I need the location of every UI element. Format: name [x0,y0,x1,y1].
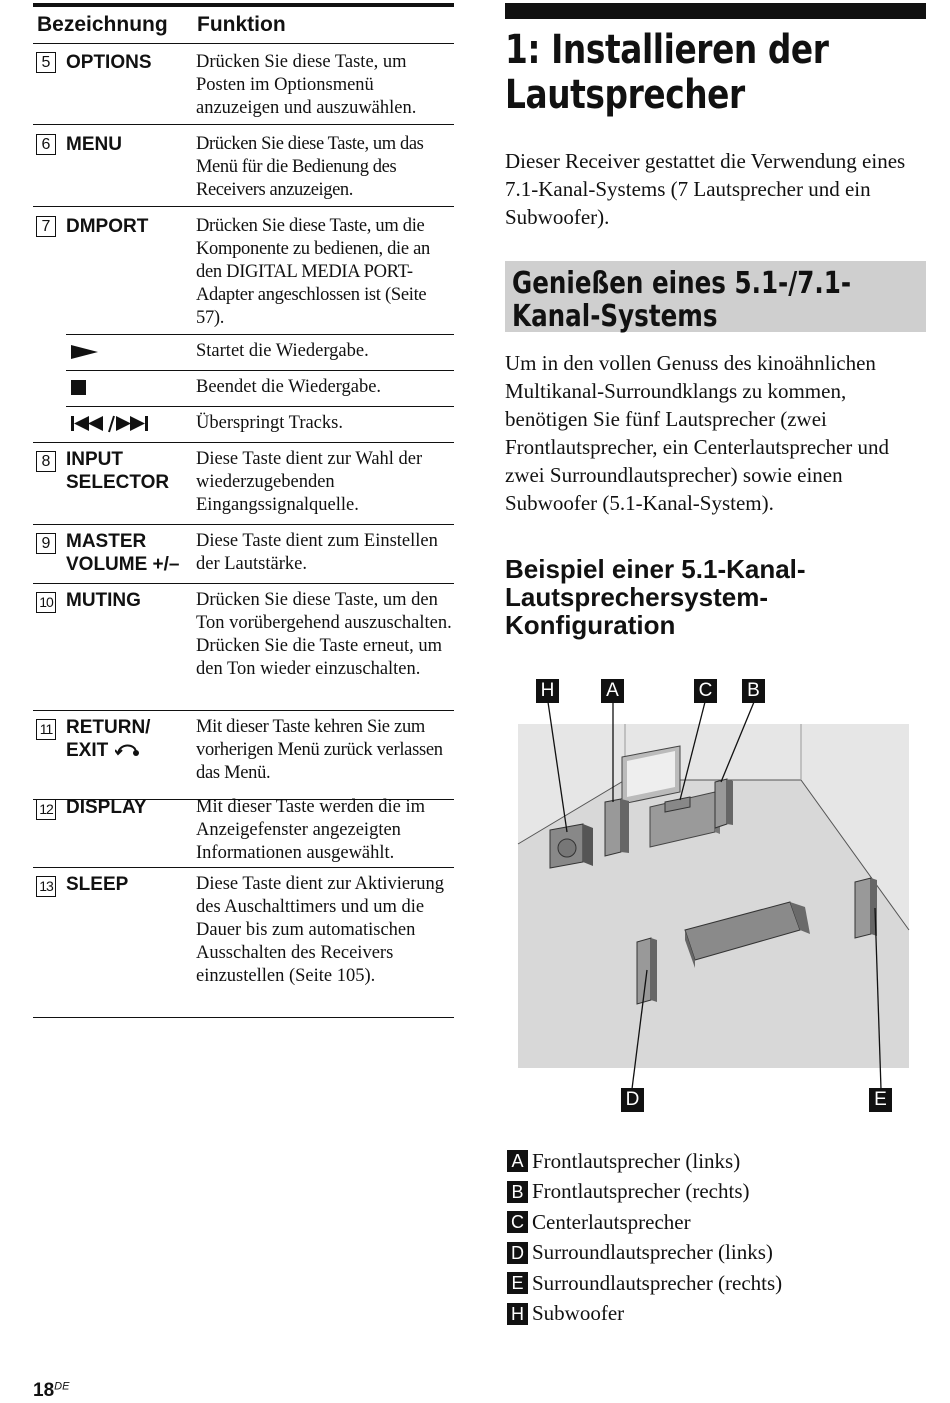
stop-icon [71,380,87,401]
legend-item [507,1299,782,1330]
legend-text: Centerlautsprecher [532,1209,691,1234]
legend-text: Surroundlautsprecher (rechts) [532,1270,783,1295]
example-heading: Beispiel einer 5.1-Kanal-Lautsprechersystem-Konfiguration [505,554,806,640]
section-title: 1: Installieren der Lautsprecher [505,27,829,118]
label-c: C [694,679,717,703]
button-label: OPTIONS [66,52,152,73]
page-number [33,1380,69,1402]
button-function: Diese Taste dient zur Wahl der wiederzugebenden Eingangssignalquelle. [196,449,423,515]
button-label: INPUT SELECTOR [66,449,170,493]
button-number: 13 [36,876,56,897]
button-function: Diese Taste dient zur Aktivierung des Auschalttimers und um die Dauer bis zum automatischen Ausschalten des Receivers einzustellen (Seite 105). [196,874,445,986]
button-label: DISPLAY [66,797,147,818]
button-label: MUTING [66,590,141,611]
legend-key: H [507,1303,528,1325]
legend-key: A [507,1150,528,1172]
right-column [505,3,926,639]
legend-key: E [507,1272,528,1294]
button-function: Diese Taste dient zum Einstellen der Lautstärke. [196,531,438,574]
legend-key: B [507,1181,528,1203]
speaker-legend [507,1146,782,1329]
button-number: 10 [36,592,56,613]
body-paragraph: Um in den vollen Genuss des kinoähnlichen Multikanal-Surroundklangs zu kommen, benötigen Sie fünf Lautsprecher (zwei Frontlautsprecher, ein Centerlautsprecher und zwei Surroundlautsprecher) sowie einen Subwoofer (5.1-Kanal-System). [505,351,890,515]
label-d: D [621,1088,644,1112]
table-row [33,711,454,800]
table-row [33,525,454,584]
button-function: Drücken Sie diese Taste, um den Ton vorübergehend auszuschalten. Drücken Sie die Taste erneut, um den Ton wieder einzuschalten. [196,590,452,679]
legend-item [507,1146,782,1177]
button-label: MASTER VOLUME +/– [66,531,180,575]
table-row [33,584,454,711]
button-number: 11 [36,719,56,740]
speaker-layout-figure [505,672,925,1122]
legend-text: Frontlautsprecher (links) [532,1148,741,1173]
button-label: RETURN/ EXIT [66,717,151,761]
button-function: Beendet die Wiedergabe. [196,377,382,397]
legend-item [507,1268,782,1299]
label-a: A [601,679,624,703]
table-row [33,44,454,125]
table-row [33,371,454,407]
legend-item [507,1177,782,1208]
button-function: Mit dieser Taste werden die im Anzeigefenster angezeigten Informationen ausgewählt. [196,797,426,863]
page-number-value: 18 [33,1380,55,1401]
table-row [33,797,454,868]
legend-text: Surroundlautsprecher (links) [532,1240,773,1265]
legend-text: Frontlautsprecher (rechts) [532,1179,750,1204]
button-function: Überspringt Tracks. [196,413,343,433]
table-row [33,335,454,371]
button-label: SLEEP [66,874,129,895]
legend-key: C [507,1211,528,1233]
legend-key: D [507,1242,528,1264]
table-row [33,443,454,525]
section-top-rule [505,3,926,19]
button-number: 7 [36,216,56,237]
button-label: DMPORT [66,216,149,237]
button-number: 5 [36,52,56,73]
button-number: 6 [36,134,56,155]
button-label: MENU [66,134,122,155]
skip-icon [71,415,155,438]
page-number-suffix: DE [54,1380,70,1393]
intro-paragraph: Dieser Receiver gestattet die Verwendung eines 7.1-Kanal-Systems (7 Lautsprecher und ein Subwoofer). [505,149,906,229]
return-arrow-icon [115,741,141,757]
button-function: Mit dieser Taste kehren Sie zum vorherigen Menü zurück verlassen das Menü. [196,717,443,783]
label-h: H [536,679,559,703]
button-function: Drücken Sie diese Taste, um das Menü für die Bedienung des Receivers anzuzeigen. [196,134,424,200]
table-header [33,7,454,44]
legend-item [507,1238,782,1269]
header-bezeichnung: Bezeichnung [37,13,168,36]
header-funktion: Funktion [197,13,286,36]
legend-text: Subwoofer [532,1301,625,1326]
button-function: Drücken Sie diese Taste, um Posten im Optionsmenü anzuzeigen und auszuwählen. [196,52,417,118]
button-number: 8 [36,451,56,472]
table-row [33,207,454,335]
button-function: Startet die Wiedergabe. [196,341,369,361]
button-number: 9 [36,533,56,554]
table-row [33,125,454,207]
function-table [33,3,454,1018]
label-b: B [742,679,765,703]
label-e: E [869,1088,892,1112]
play-icon [71,344,99,365]
table-row [33,868,454,1018]
table-row [33,407,454,443]
button-function: Drücken Sie diese Taste, um die Komponente zu bedienen, die an den DIGITAL MEDIA PORT-Adapter angeschlossen ist (Seite 57). [196,216,430,328]
subheading: Genießen eines 5.1-/7.1-Kanal-Systems [512,266,852,334]
subheading-box [505,261,926,332]
room-illustration [505,672,925,1122]
legend-item [507,1207,782,1238]
button-number: 12 [36,799,56,820]
